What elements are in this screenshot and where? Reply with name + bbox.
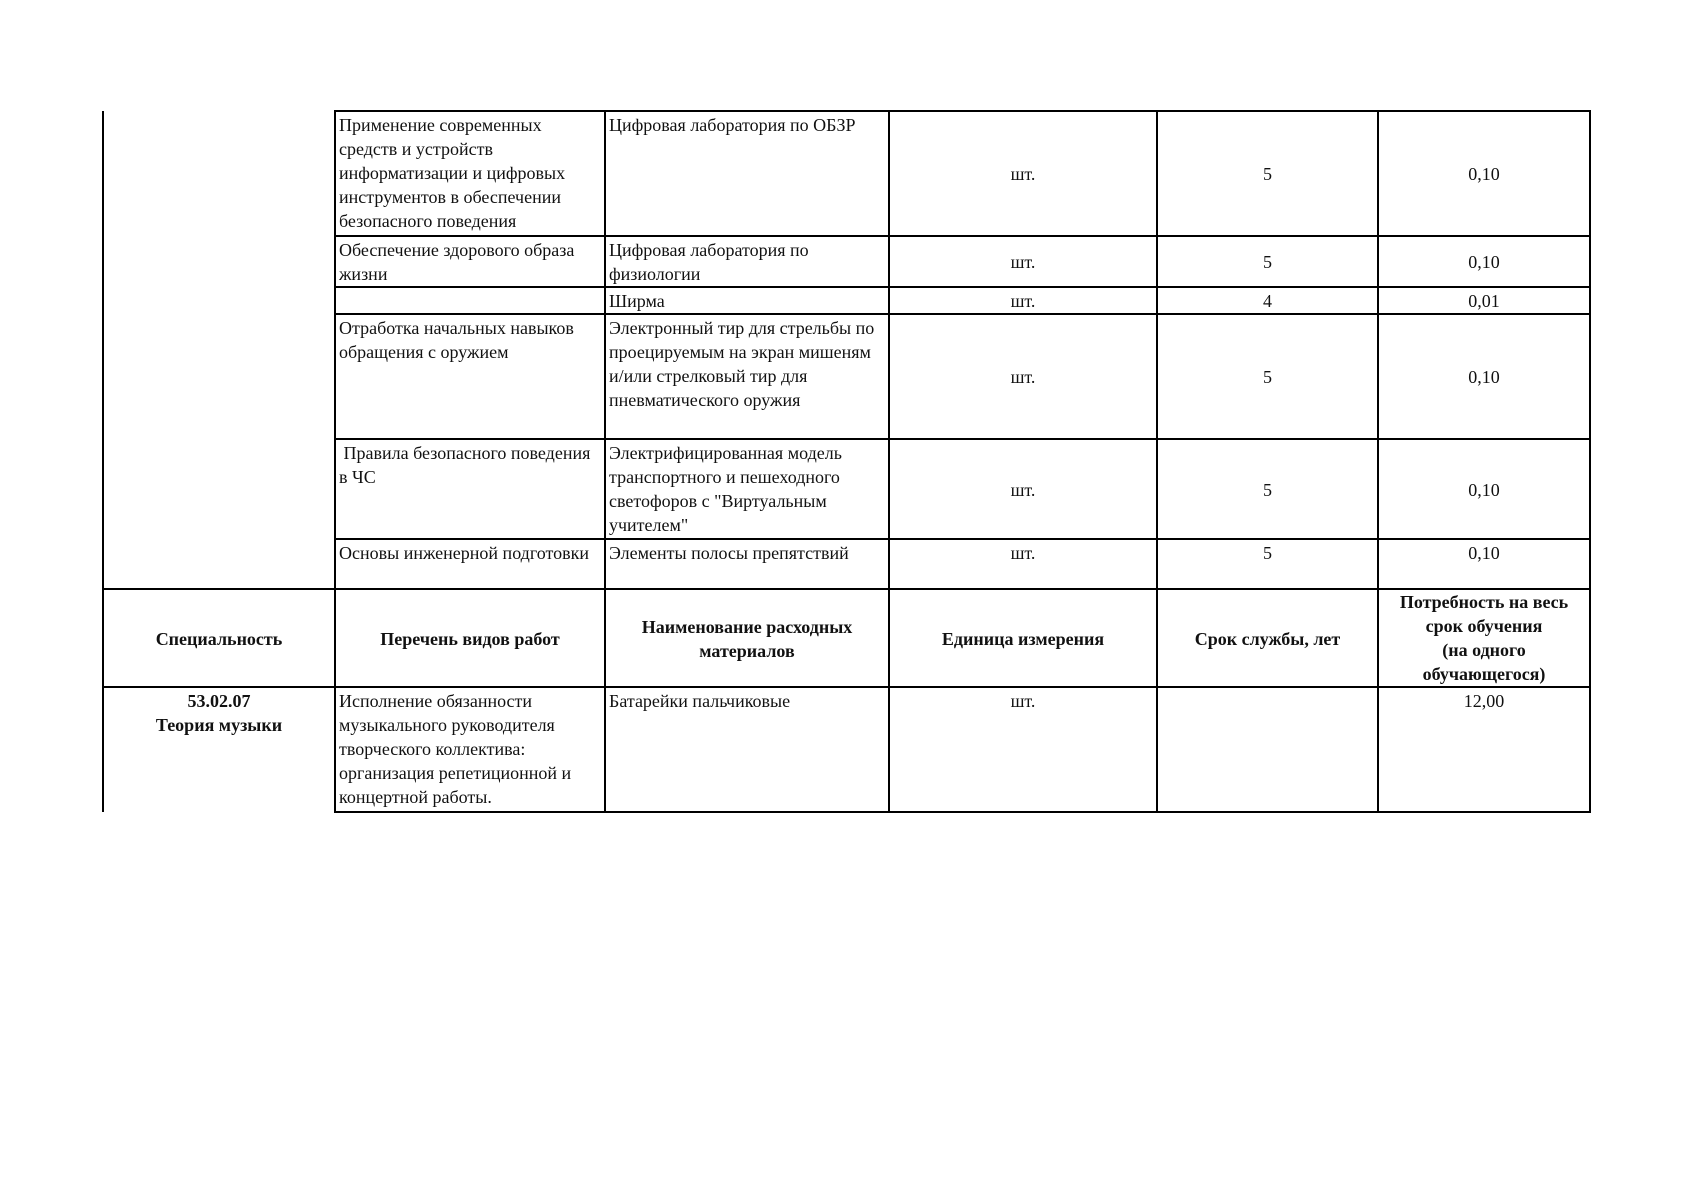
unit-cell: шт. — [889, 111, 1157, 236]
unit-cell: шт. — [889, 539, 1157, 589]
header-unit: Единица измерения — [889, 589, 1157, 687]
table-header-row — [103, 589, 1590, 687]
header-material: Наименование расходных материалов — [605, 589, 889, 687]
header-specialty: Специальность — [103, 589, 335, 687]
equipment-table — [102, 110, 1591, 813]
term-cell — [1157, 687, 1378, 812]
term-cell: 5 — [1157, 539, 1378, 589]
need-cell: 0,01 — [1378, 287, 1590, 314]
work-cell: Исполнение обязанности музыкального руководителя творческого коллектива: организация репетиционной и концертной работы. — [335, 687, 605, 812]
specialty-cell-continued — [103, 111, 335, 589]
need-cell: 0,10 — [1378, 439, 1590, 539]
term-cell: 4 — [1157, 287, 1378, 314]
specialty-cell — [103, 687, 335, 812]
material-cell: Батарейки пальчиковые — [605, 687, 889, 812]
unit-cell: шт. — [889, 236, 1157, 287]
need-cell: 0,10 — [1378, 314, 1590, 439]
work-cell: Обеспечение здорового образа жизни — [335, 236, 605, 287]
need-cell: 0,10 — [1378, 236, 1590, 287]
material-cell: Цифровая лаборатория по ОБЗР — [605, 111, 889, 236]
work-cell: Основы инженерной подготовки — [335, 539, 605, 589]
need-cell: 12,00 — [1378, 687, 1590, 812]
unit-cell: шт. — [889, 314, 1157, 439]
unit-cell: шт. — [889, 287, 1157, 314]
work-cell: Отработка начальных навыков обращения с оружием — [335, 314, 605, 439]
term-cell: 5 — [1157, 314, 1378, 439]
material-cell: Ширма — [605, 287, 889, 314]
need-cell: 0,10 — [1378, 539, 1590, 589]
material-cell: Электронный тир для стрельбы по проецируемым на экран мишеням и/или стрелковый тир для пневматического оружия — [605, 314, 889, 439]
specialty-name: Теория музыки — [155, 715, 283, 735]
material-cell: Элементы полосы препятствий — [605, 539, 889, 589]
material-cell: Цифровая лаборатория по физиологии — [605, 236, 889, 287]
header-work: Перечень видов работ — [335, 589, 605, 687]
term-cell: 5 — [1157, 439, 1378, 539]
table-row — [103, 111, 1590, 236]
material-cell: Электрифицированная модель транспортного и пешеходного светофоров с "Виртуальным учителем" — [605, 439, 889, 539]
table-row — [103, 687, 1590, 812]
unit-cell: шт. — [889, 439, 1157, 539]
header-need: Потребность на весь срок обучения (на одного обучающегося) — [1378, 589, 1590, 687]
need-cell: 0,10 — [1378, 111, 1590, 236]
work-cell: Правила безопасного поведения в ЧС — [335, 439, 605, 539]
term-cell: 5 — [1157, 236, 1378, 287]
header-term: Срок службы, лет — [1157, 589, 1378, 687]
unit-cell: шт. — [889, 687, 1157, 812]
work-cell: Применение современных средств и устройств информатизации и цифровых инструментов в обеспечении безопасного поведения — [335, 111, 605, 236]
work-cell — [335, 287, 605, 314]
term-cell: 5 — [1157, 111, 1378, 236]
specialty-code: 53.02.07 — [187, 691, 251, 711]
